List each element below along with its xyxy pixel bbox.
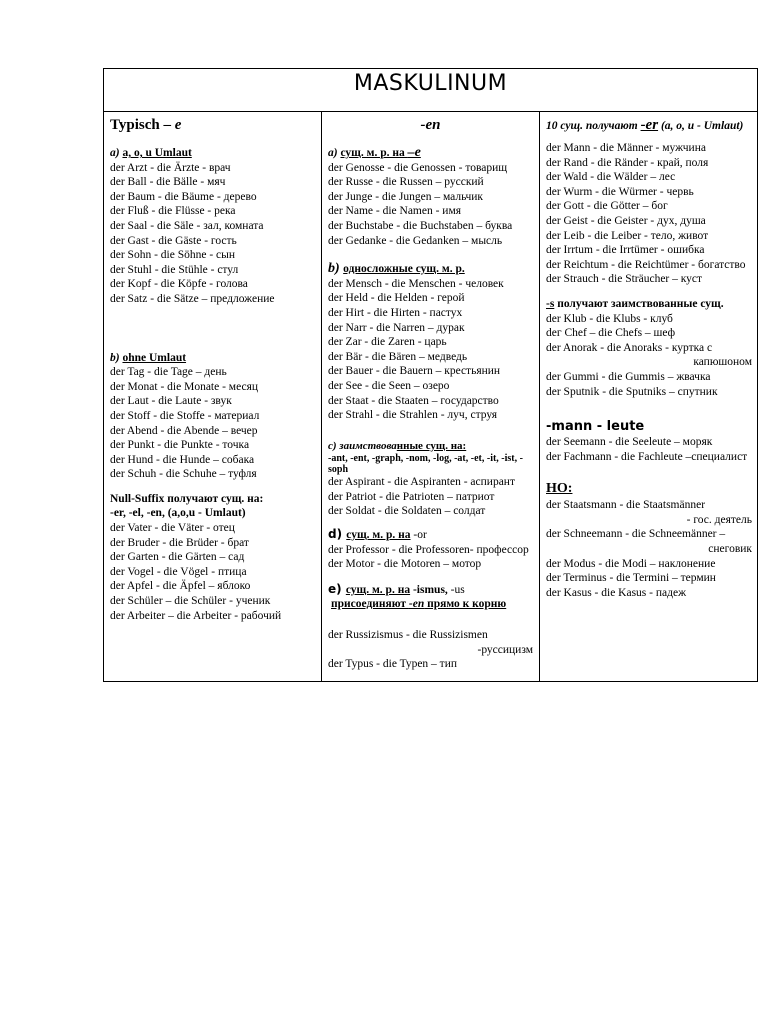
word-list-d bbox=[328, 543, 533, 572]
section-suffix: -s bbox=[546, 297, 555, 310]
list-item: der Tag - die Tage – день bbox=[110, 366, 227, 379]
list-item: der Baum - die Bäume - дерево bbox=[110, 190, 257, 203]
list-item: der Schüler – die Schüler - ученик bbox=[110, 595, 271, 608]
list-item: der Mann - die Männer - мужчина bbox=[546, 142, 706, 154]
section-prefix: d) bbox=[328, 527, 347, 542]
section-title: сущ. м. р. на bbox=[340, 147, 408, 159]
list-item: der Hirt - die Hirten - пастух bbox=[328, 306, 463, 319]
word-list-b bbox=[110, 365, 315, 482]
list-item-continuation: - гос. деятель bbox=[686, 513, 752, 526]
section-prefix: b) bbox=[328, 261, 344, 277]
section-heading-a bbox=[110, 146, 315, 161]
header-text: Typisch – bbox=[110, 117, 175, 133]
list-item: der Ball - die Bälle - мяч bbox=[110, 176, 226, 189]
list-item: der Staat - die Staaten – государство bbox=[328, 394, 499, 407]
list-item: der Gott - die Götter – бог bbox=[546, 200, 668, 213]
section-heading-c bbox=[328, 439, 533, 454]
list-item: der Mensch - die Menschen - человек bbox=[328, 277, 504, 290]
list-item: der Seemann - die Seeleute – моряк bbox=[546, 436, 713, 449]
section-prefix: a) bbox=[328, 147, 341, 159]
list-item-continuation: -руссицизм bbox=[477, 643, 533, 656]
word-list-er bbox=[546, 141, 752, 287]
list-item: der Punkt - die Punkte - точка bbox=[110, 439, 250, 452]
section-suffix: -or bbox=[410, 529, 427, 542]
list-item: der Laut - die Laute - звук bbox=[110, 395, 232, 408]
list-item: der Held - die Helden - герой bbox=[328, 292, 465, 305]
list-item: der Abend - die Abende – вечер bbox=[110, 424, 258, 437]
list-item: der Gummi - die Gummis – жвачка bbox=[546, 370, 711, 383]
list-item: der Soldat - die Soldaten – солдат bbox=[328, 505, 486, 518]
list-item: der Zar - die Zaren - царь bbox=[328, 336, 447, 349]
list-item: der Bär - die Bären – медведь bbox=[328, 350, 468, 363]
list-item: der Anorak - die Anoraks - куртка с bbox=[546, 341, 713, 354]
table-title: MASKULINUM bbox=[104, 69, 757, 112]
list-item: der Modus - die Modi – наклонение bbox=[546, 557, 716, 570]
column-header bbox=[110, 116, 315, 134]
list-item: der Arzt - die Ärzte - врач bbox=[110, 161, 231, 174]
section-heading-mann: -mann - leute bbox=[546, 419, 645, 435]
list-item: der Wurm - die Würmer - червь bbox=[546, 185, 694, 198]
note-text: присоединяют bbox=[331, 598, 409, 611]
list-item: der Gast - die Gäste - гость bbox=[110, 234, 237, 247]
section-subheading-null-suffix: -er, -el, -en, (a,o,u - Umlaut) bbox=[110, 507, 246, 520]
list-item: der Stuhl - die Stühle - стул bbox=[110, 263, 239, 276]
section-heading-b bbox=[328, 262, 533, 277]
list-item: der Apfel - die Äpfel – яблоко bbox=[110, 580, 251, 593]
header-text: 10 сущ. получают bbox=[546, 120, 641, 132]
list-item: der Professor - die Professoren- профессор bbox=[328, 543, 529, 556]
list-item: der Strahl - die Strahlen - луч, струя bbox=[328, 409, 498, 422]
list-item: der See - die Seen – озеро bbox=[328, 379, 450, 392]
section-prefix: e) bbox=[328, 581, 346, 596]
list-item: der Hund - die Hunde – собака bbox=[110, 453, 255, 466]
note-suffix: -en bbox=[408, 598, 425, 611]
section-title: односложные сущ. м. р. bbox=[343, 263, 465, 276]
section-title: сущ. м. р. на bbox=[345, 583, 411, 596]
section-prefix: b) bbox=[110, 351, 123, 364]
list-item: dег Chef – die Chefs – шеф bbox=[546, 327, 676, 340]
note-text-end: прямо к корню bbox=[424, 598, 507, 611]
list-item: der Buchstabe - die Buchstaben – буква bbox=[328, 219, 513, 232]
list-item: der Geist - die Geister - дух, душа bbox=[546, 214, 706, 227]
section-title: ohne Umlaut bbox=[122, 351, 187, 364]
word-list-a bbox=[328, 161, 533, 249]
section-note-e bbox=[328, 597, 533, 612]
list-item: der Patriot - die Patrioten – патриот bbox=[328, 490, 495, 503]
list-item: der Staatsmann - die Staatsmänner bbox=[546, 499, 706, 512]
list-item-continuation: снеговик bbox=[708, 543, 752, 556]
list-item: der Bruder - die Brüder - брат bbox=[110, 536, 249, 549]
list-item: der Garten - die Gärten – сад bbox=[110, 551, 245, 564]
section-heading-a bbox=[328, 146, 533, 161]
list-item: der Narr - die Narren – дурак bbox=[328, 321, 465, 334]
list-item: der Genosse - die Genossen - товарищ bbox=[328, 161, 508, 174]
column-header: -en bbox=[420, 117, 441, 133]
header-note: (a, o, u - Umlaut) bbox=[658, 120, 744, 132]
section-suffix: -ismus, bbox=[410, 583, 448, 596]
list-item: der Reichtum - die Reichtümer - богатство bbox=[546, 258, 746, 271]
list-item: der Schuh - die Schuhe – туфля bbox=[110, 468, 257, 481]
list-item: der Kopf - die Köpfe - голова bbox=[110, 278, 248, 291]
list-item: der Fachmann - die Fachleute –специалист bbox=[546, 450, 748, 463]
list-item: der Satz - die Sätze – предложение bbox=[110, 292, 275, 305]
list-item: der Typus - die Typen – тип bbox=[328, 658, 458, 671]
list-item: der Wald - die Wälder – лес bbox=[546, 171, 676, 184]
list-item: der Name - die Namen - имя bbox=[328, 205, 462, 218]
section-heading-b bbox=[110, 351, 315, 366]
section-prefix: c) заимствова bbox=[328, 439, 397, 452]
list-item: der Sputnik - die Sputniks – спутник bbox=[546, 385, 718, 398]
section-heading-exceptions: НО: bbox=[546, 481, 573, 497]
word-list-exceptions bbox=[546, 498, 752, 600]
section-suffix: –e bbox=[407, 145, 421, 160]
list-item: der Vogel - die Vögel - птица bbox=[110, 565, 247, 578]
word-list-null bbox=[110, 521, 315, 623]
header-suffix: e bbox=[174, 117, 182, 133]
list-item: der Schneemann - die Schneemänner – bbox=[546, 528, 726, 541]
section-suffix-2: -us bbox=[447, 583, 465, 596]
list-item: der Stoff - die Stoffe - материал bbox=[110, 409, 260, 422]
word-list-b bbox=[328, 277, 533, 423]
list-item: der Sohn - die Söhne - сын bbox=[110, 249, 236, 262]
list-item: der Vater - die Väter - отец bbox=[110, 522, 235, 535]
list-item: der Monat - die Monate - месяц bbox=[110, 380, 259, 393]
list-item: der Junge - die Jungen – мальчик bbox=[328, 190, 484, 203]
section-heading-d bbox=[328, 527, 533, 543]
list-item: der Saal - die Säle - зал, комната bbox=[110, 219, 264, 232]
list-item: der Irrtum - die Irrtümer - ошибка bbox=[546, 244, 705, 257]
list-item: der Rand - die Ränder - край, поля bbox=[546, 156, 709, 169]
list-item: der Russizismus - die Russizismen bbox=[328, 629, 488, 642]
section-title: a, o, u Umlaut bbox=[122, 147, 192, 159]
list-item: der Fluß - die Flüsse - река bbox=[110, 205, 236, 218]
list-item: der Klub - die Klubs - клуб bbox=[546, 312, 673, 325]
list-item: der Bauer - die Bauern – крестьянин bbox=[328, 365, 501, 378]
column-typisch-e bbox=[104, 112, 322, 681]
list-item-continuation: капюшоном bbox=[693, 356, 752, 369]
suffix-list: -ant, -ent, -graph, -nom, -log, -at, -et, -it, -ist, -soph bbox=[328, 453, 523, 476]
list-item: der Gedanke - die Gedanken – мысль bbox=[328, 234, 503, 247]
list-item: der Terminus - die Termini – термин bbox=[546, 572, 716, 585]
section-heading-e bbox=[328, 582, 533, 598]
list-item: der Arbeiter – die Arbeiter - рабочий bbox=[110, 609, 282, 622]
word-list-s bbox=[546, 312, 752, 400]
section-heading-s bbox=[546, 297, 752, 312]
section-prefix: a) bbox=[110, 147, 123, 159]
grammar-table bbox=[103, 68, 758, 682]
list-item: der Leib - die Leiber - тело, живот bbox=[546, 229, 709, 242]
list-item: der Russe - die Russen – русский bbox=[328, 176, 484, 189]
section-title: получают заимствованные сущ. bbox=[554, 297, 724, 310]
column-en bbox=[322, 112, 540, 681]
list-item: der Strauch - die Sträucher – куст bbox=[546, 273, 703, 286]
word-list-c bbox=[328, 475, 533, 519]
list-item: der Aspirant - die Aspiranten - аспирант bbox=[328, 476, 515, 489]
section-title: сущ. м. р. на bbox=[346, 529, 411, 542]
section-heading-null-suffix: Null-Suffix получают сущ. на: bbox=[110, 492, 264, 505]
column-er bbox=[540, 112, 758, 681]
section-title: нные сущ. на: bbox=[396, 439, 467, 452]
list-item: der Kasus - die Kasus - падеж bbox=[546, 586, 687, 599]
word-list-mann bbox=[546, 435, 752, 464]
list-item: der Motor - die Motoren – мотор bbox=[328, 558, 482, 571]
header-suffix: -er bbox=[640, 117, 659, 133]
word-list-a bbox=[110, 161, 315, 307]
column-header bbox=[546, 116, 752, 135]
